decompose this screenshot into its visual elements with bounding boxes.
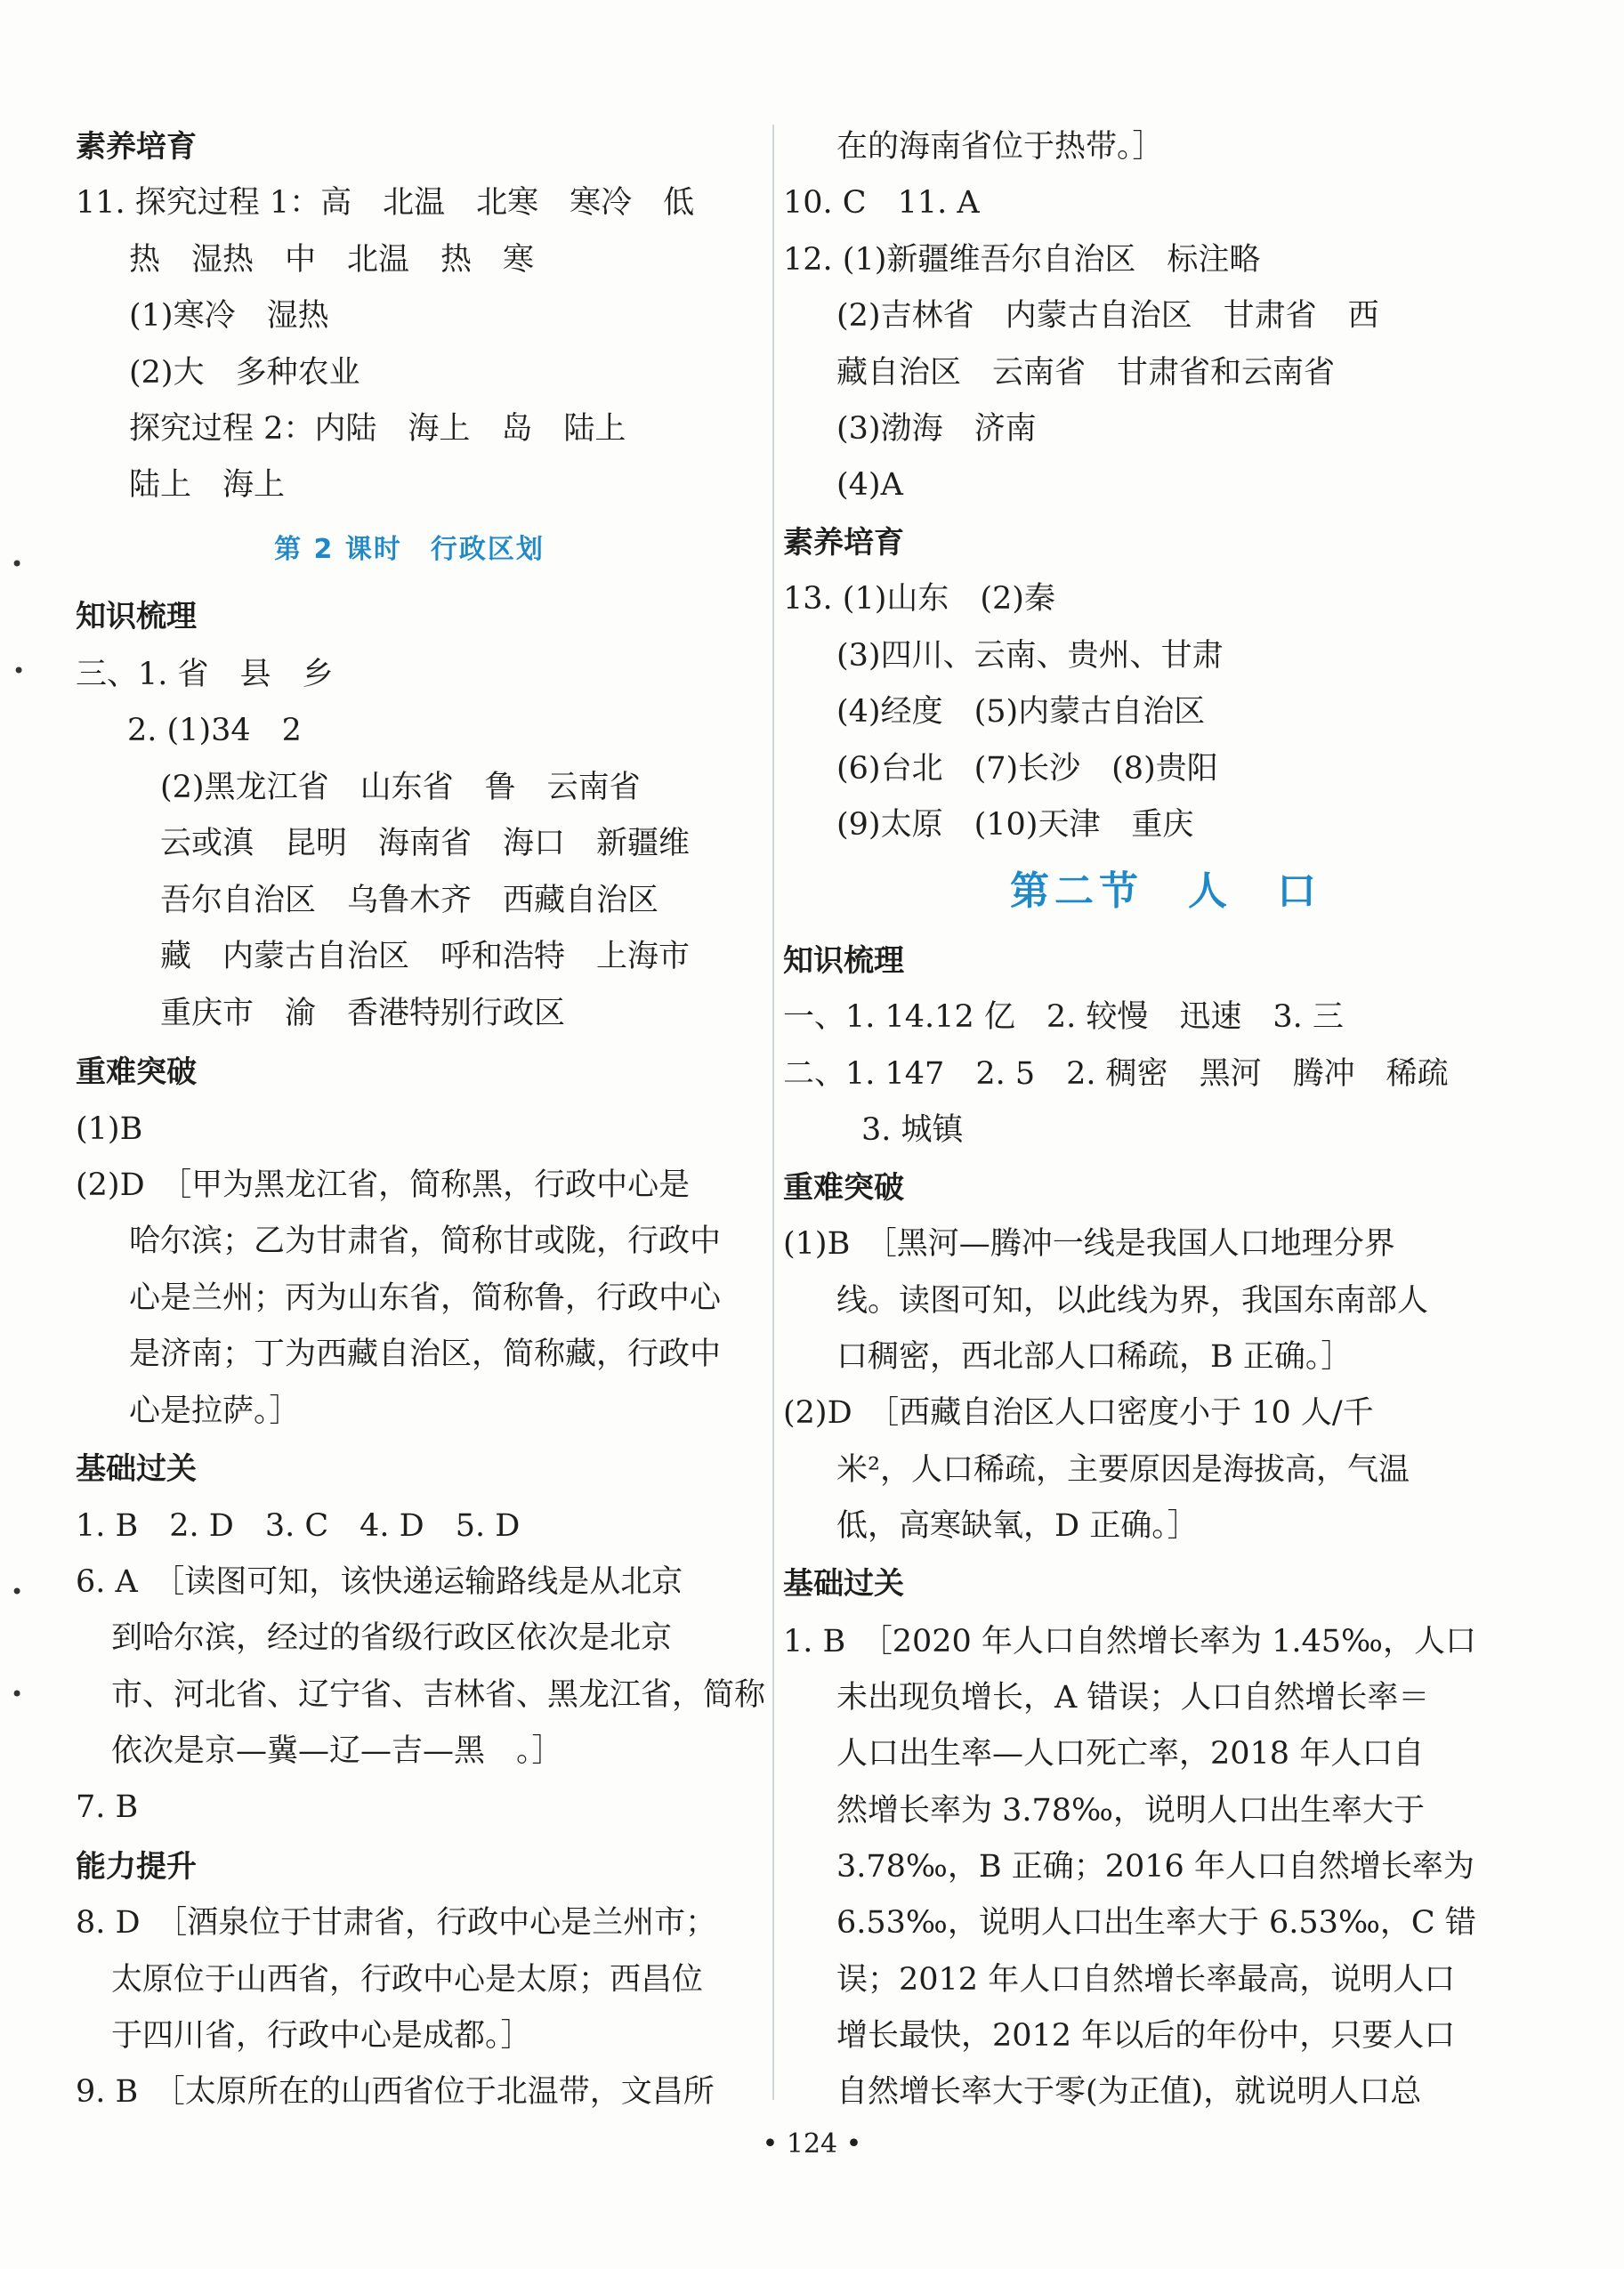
section-heading: 重难突破 (76, 1054, 197, 1090)
text-line: 陆上 海上 (129, 467, 286, 503)
text-line: 未出现负增长，A 错误；人口自然增长率＝ (836, 1680, 1430, 1716)
text-line: 低，高寒缺氧，D 正确。］ (836, 1508, 1199, 1544)
answer-item: 7. B (76, 1789, 139, 1825)
answer-item: 1. B 2. D 3. C 4. D 5. D (76, 1508, 521, 1544)
text-line: 米²，人口稀疏，主要原因是海拔高，气温 (836, 1452, 1410, 1488)
text-line: 口稠密，西北部人口稀疏，B 正确。］ (836, 1339, 1353, 1375)
text-line: 市、河北省、辽宁省、吉林省、黑龙江省，简称 (111, 1677, 766, 1713)
text-line: 人口出生率—人口死亡率，2018 年人口自 (836, 1736, 1425, 1772)
text-line: (2)吉林省 内蒙古自治区 甘肃省 西 (836, 298, 1379, 334)
answer-item: 三、1. 省 县 乡 (76, 657, 334, 692)
text-line: (2)大 多种农业 (129, 355, 360, 391)
answer-item: (2)D ［西藏自治区人口密度小于 10 人/千 (783, 1395, 1374, 1431)
section-heading: 知识梳理 (783, 943, 904, 979)
answer-item: 8. D ［酒泉位于甘肃省，行政中心是兰州市； (76, 1905, 717, 1941)
text-line: 吾尔自治区 乌鲁木齐 西藏自治区 (160, 883, 659, 918)
text-line: 太原位于山西省，行政中心是太原；西昌位 (111, 1962, 704, 1998)
text-line: 云或滇 昆明 海南省 海口 新疆维 (160, 826, 691, 861)
text-line: 3. 城镇 (861, 1112, 964, 1148)
text-line: (4)A (836, 467, 903, 503)
answer-item: 1. B ［2020 年人口自然增长率为 1.45‰，人口 (783, 1624, 1476, 1659)
text-line: (3)渤海 济南 (836, 411, 1037, 447)
margin-dot: • (11, 1682, 24, 1707)
text-line: 藏自治区 云南省 甘肃省和云南省 (836, 355, 1336, 391)
section-heading: 能力提升 (76, 1849, 197, 1885)
text-line: (6)台北 (7)长沙 (8)贵阳 (836, 751, 1218, 787)
margin-dot: • (11, 1579, 24, 1604)
text-line: 3.78‰，B 正确；2016 年人口自然增长率为 (836, 1849, 1475, 1885)
answer-item: 二、1. 147 2. 5 2. 稠密 黑河 腾冲 稀疏 (783, 1056, 1449, 1092)
text-line: 心是拉萨。］ (129, 1393, 301, 1429)
text-line: 在的海南省位于热带。］ (836, 129, 1164, 165)
section-heading: 知识梳理 (76, 599, 197, 634)
answer-item: 11. 探究过程 1：高 北温 北寒 寒冷 低 (76, 185, 695, 221)
text-line: 6.53‰，说明人口出生率大于 6.53‰，C 错 (836, 1905, 1476, 1941)
text-line: 增长最快，2012 年以后的年份中，只要人口 (836, 2018, 1456, 2054)
answer-item: 12. (1)新疆维吾尔自治区 标注略 (783, 242, 1261, 278)
answer-item: 9. B ［太原所在的山西省位于北温带，文昌所 (76, 2074, 715, 2110)
text-line: 于四川省，行政中心是成都。］ (111, 2018, 532, 2054)
text-line: (3)四川、云南、贵州、甘肃 (836, 638, 1224, 674)
text-line: 误；2012 年人口自然增长率最高，说明人口 (836, 1962, 1456, 1998)
text-line: 到哈尔滨，经过的省级行政区依次是北京 (111, 1620, 673, 1656)
text-line: (9)太原 (10)天津 重庆 (836, 807, 1194, 843)
text-line: 依次是京—冀—辽—吉—黑 。］ (111, 1733, 563, 1769)
answer-item: 一、1. 14.12 亿 2. 较慢 迅速 3. 三 (783, 999, 1344, 1035)
text-line: 哈尔滨；乙为甘肃省，简称甘或陇，行政中 (129, 1223, 722, 1259)
text-line: 是济南；丁为西藏自治区，简称藏，行政中 (129, 1336, 722, 1372)
answer-item: 10. C 11. A (783, 185, 980, 221)
text-line: 2. (1)34 2 (127, 713, 302, 748)
text-line: (2)黑龙江省 山东省 鲁 云南省 (160, 770, 641, 805)
section-heading: 基础过关 (783, 1566, 904, 1602)
text-line: 藏 内蒙古自治区 呼和浩特 上海市 (160, 939, 691, 974)
answer-item: (2)D ［甲为黑龙江省，简称黑，行政中心是 (76, 1167, 691, 1203)
section-heading: 基础过关 (76, 1451, 197, 1487)
text-line: 线。读图可知，以此线为界，我国东南部人 (836, 1283, 1429, 1319)
section-title: 第二节 人 口 (1010, 868, 1321, 914)
margin-dot: • (12, 658, 26, 683)
column-divider (772, 125, 774, 2100)
text-line: 重庆市 渝 香港特别行政区 (160, 996, 566, 1031)
text-line: 然增长率为 3.78‰，说明人口出生率大于 (836, 1793, 1426, 1829)
answer-item: (1)B ［黑河—腾冲一线是我国人口地理分界 (783, 1226, 1395, 1262)
text-line: 热 湿热 中 北温 热 寒 (129, 242, 535, 278)
margin-dot: • (11, 552, 24, 577)
text-line: 自然增长率大于零(为正值)，就说明人口总 (836, 2074, 1422, 2110)
text-line: 心是兰州；丙为山东省，简称鲁，行政中心 (129, 1280, 722, 1316)
lesson-title: 第 2 课时 行政区划 (274, 534, 545, 565)
section-heading: 素养培育 (783, 525, 904, 561)
answer-item: (1)B (76, 1111, 143, 1147)
answer-item: 6. A ［读图可知，该快递运输路线是从北京 (76, 1564, 683, 1600)
text-line: 探究过程 2：内陆 海上 岛 陆上 (129, 411, 626, 447)
page-number: • 124 • (762, 2128, 862, 2160)
section-heading: 重难突破 (783, 1170, 904, 1206)
text-line: (1)寒冷 湿热 (129, 298, 329, 334)
answer-item: 13. (1)山东 (2)秦 (783, 581, 1055, 617)
text-line: (4)经度 (5)内蒙古自治区 (836, 694, 1206, 730)
section-heading: 素养培育 (76, 129, 197, 165)
